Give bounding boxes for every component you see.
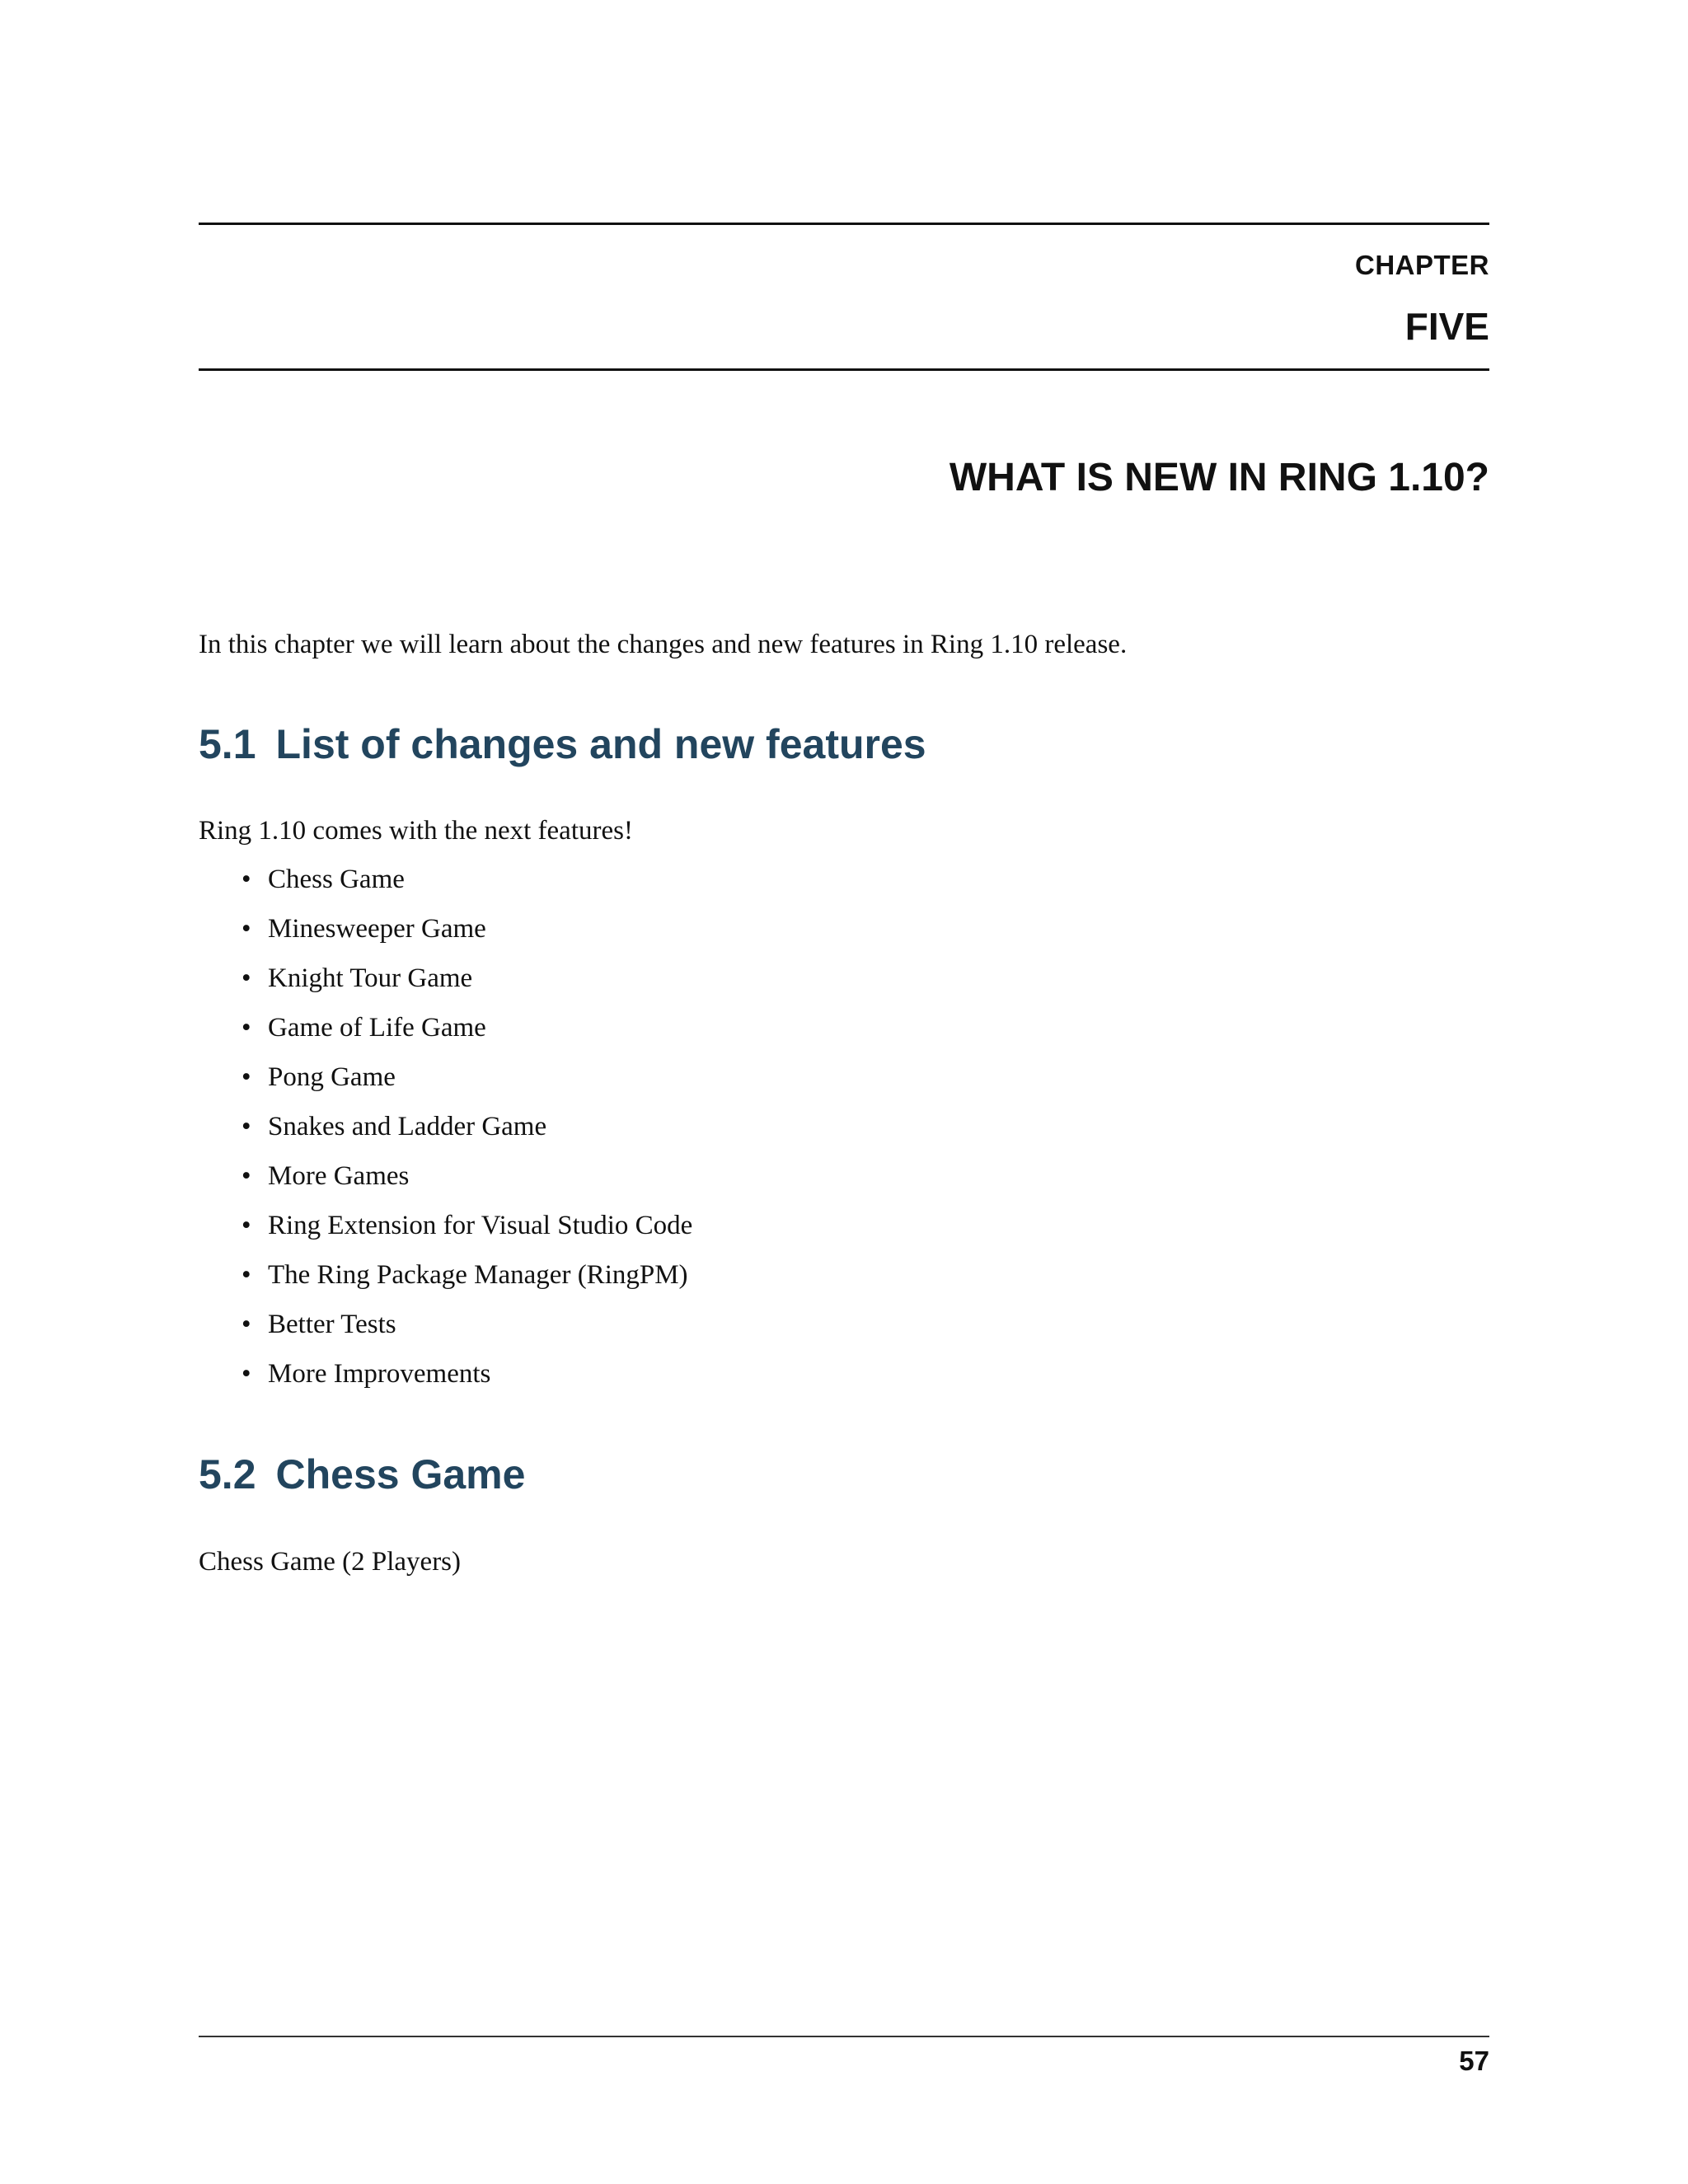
list-item (241, 1304, 692, 1353)
list-item (241, 1254, 692, 1304)
section-number: 5.2 (199, 1451, 256, 1497)
chapter-number: FIVE (1404, 305, 1489, 348)
list-item (241, 1007, 692, 1057)
intro-paragraph: In this chapter we will learn about the changes and new features in Ring 1.10 release. (199, 630, 1128, 659)
list-item-label: Better Tests (268, 1310, 396, 1339)
section-heading-5-2 (199, 1450, 525, 1499)
list-item (241, 1106, 692, 1155)
bullet-icon: • (241, 865, 251, 894)
bullet-icon: • (241, 1260, 251, 1290)
feature-list (241, 859, 692, 1403)
bullet-icon: • (241, 1112, 251, 1141)
bullet-icon: • (241, 1359, 251, 1389)
list-item-label: Chess Game (268, 865, 405, 894)
section-title: Chess Game (275, 1451, 526, 1497)
list-item (241, 1057, 692, 1106)
list-item (241, 958, 692, 1007)
chess-game-paragraph: Chess Game (2 Players) (199, 1547, 462, 1577)
chapter-title: WHAT IS NEW IN RING 1.10? (949, 456, 1489, 499)
list-item (241, 1155, 692, 1205)
list-item (241, 1205, 692, 1254)
bullet-icon: • (241, 914, 251, 944)
list-item-label: Pong Game (268, 1062, 396, 1092)
bullet-icon: • (241, 1211, 251, 1240)
list-item (241, 859, 692, 908)
chapter-bottom-rule (199, 368, 1489, 371)
features-lead-paragraph: Ring 1.10 comes with the next features! (199, 816, 633, 846)
list-item-label: The Ring Package Manager (RingPM) (268, 1260, 688, 1290)
list-item-label: Game of Life Game (268, 1013, 486, 1043)
list-item-label: Snakes and Ladder Game (268, 1112, 547, 1141)
bullet-icon: • (241, 1161, 251, 1191)
list-item (241, 908, 692, 958)
chapter-top-rule (199, 223, 1489, 225)
bullet-icon: • (241, 1062, 251, 1092)
page-number: 57 (1459, 2046, 1489, 2076)
list-item-label: More Games (268, 1161, 410, 1191)
section-number: 5.1 (199, 721, 256, 767)
bullet-icon: • (241, 1013, 251, 1043)
section-title: List of changes and new features (275, 721, 926, 767)
list-item-label: Ring Extension for Visual Studio Code (268, 1211, 693, 1240)
bullet-icon: • (241, 963, 251, 993)
section-heading-5-1 (199, 719, 926, 769)
bullet-icon: • (241, 1310, 251, 1339)
list-item-label: Knight Tour Game (268, 963, 473, 993)
list-item (241, 1353, 692, 1403)
footer-rule (199, 2036, 1489, 2037)
list-item-label: Minesweeper Game (268, 914, 486, 944)
chapter-label: CHAPTER (1354, 250, 1489, 280)
list-item-label: More Improvements (268, 1359, 491, 1389)
